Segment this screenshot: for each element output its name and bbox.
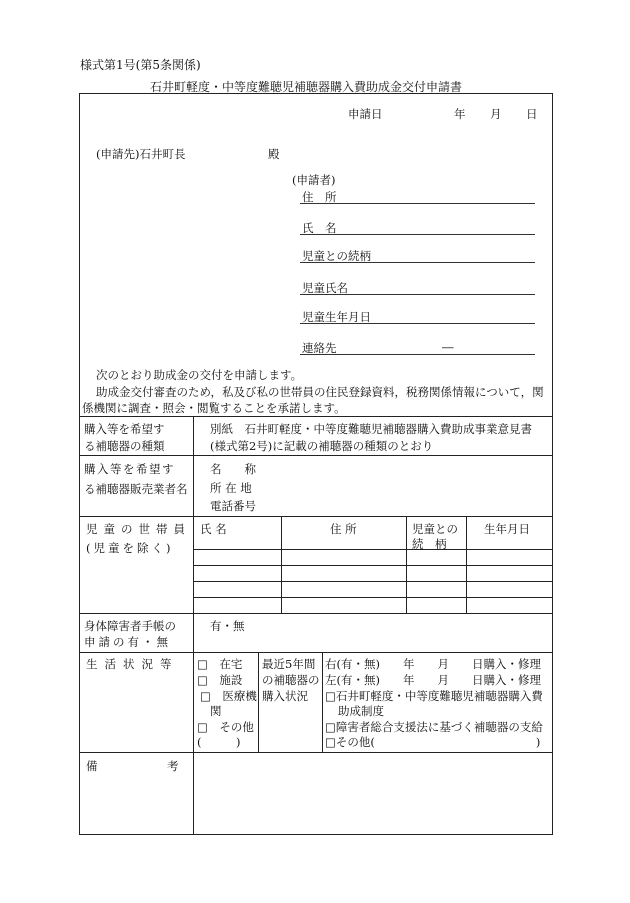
household-col-line bbox=[466, 516, 467, 613]
device-type-label-line2: る補聴器の種類 bbox=[84, 439, 165, 453]
child-birthdate-field[interactable] bbox=[300, 323, 535, 324]
addressee: (申請先)石井町長 bbox=[96, 147, 186, 161]
household-col-address: 住 所 bbox=[330, 522, 357, 536]
household-label: 児童の世帯員 bbox=[86, 522, 191, 536]
applicant-relation-field[interactable] bbox=[300, 262, 535, 263]
device-type-label-line1: 購入等を希望す bbox=[84, 422, 165, 436]
living-option-other-field[interactable]: ( ) bbox=[197, 735, 241, 749]
household-label: (児童を除く) bbox=[86, 541, 174, 555]
row-divider bbox=[79, 455, 553, 456]
applicant-address-label: 住 所 bbox=[302, 190, 337, 204]
table-top-line bbox=[79, 416, 553, 417]
living-option-medical[interactable]: □ 医療機 bbox=[200, 689, 257, 703]
household-row-line bbox=[193, 549, 553, 550]
device-type-label bbox=[84, 438, 188, 454]
household-row-line bbox=[193, 565, 553, 566]
household-col-relation: 続 柄 bbox=[412, 537, 447, 551]
addressee-honorific: 殿 bbox=[268, 147, 280, 161]
statement-line3: 係機関に調査・照会・閲覧することを承諾します。 bbox=[82, 401, 346, 415]
system-other-checkbox[interactable]: □その他( ) bbox=[325, 735, 541, 749]
device-type-value: 別紙 石井町軽度・中等度難聴児補聴器購入費助成事業意見書 bbox=[210, 422, 532, 436]
child-name-label: 児童氏名 bbox=[302, 281, 348, 295]
child-birthdate-label: 児童生年月日 bbox=[302, 310, 371, 324]
date-day[interactable]: 日 bbox=[526, 107, 538, 121]
living-option-home[interactable]: □ 在宅 bbox=[197, 657, 243, 671]
row-divider bbox=[79, 613, 553, 614]
vendor-label: 購入等を希望す bbox=[84, 462, 175, 476]
date-month[interactable]: 月 bbox=[490, 107, 502, 121]
vendor-label: る補聴器販売業者名 bbox=[84, 482, 188, 496]
device-type-label bbox=[84, 421, 188, 437]
applicant-relation-label: 児童との続柄 bbox=[302, 249, 371, 263]
living-label: 生活状況等 bbox=[86, 657, 179, 671]
disability-value[interactable]: 有・無 bbox=[210, 619, 245, 633]
household-col-line bbox=[406, 516, 407, 613]
vendor-name-label: 名 称 bbox=[210, 462, 256, 476]
history-label: の補聴器の bbox=[262, 673, 320, 687]
vendor-address-label: 所 在 地 bbox=[210, 481, 252, 495]
system-ishii-cont: 助成制度 bbox=[338, 704, 384, 718]
applicant-name-label: 氏 名 bbox=[302, 221, 337, 235]
label-column-divider bbox=[193, 416, 194, 835]
contact-dash: ― bbox=[442, 340, 454, 354]
applicant-heading: (申請者) bbox=[292, 173, 336, 187]
contact-label: 連絡先 bbox=[302, 341, 337, 355]
remarks-label: 備 考 bbox=[86, 759, 181, 773]
history-label: 最近5年間 bbox=[262, 657, 316, 671]
system-support-act-checkbox[interactable]: □障害者総合支援法に基づく補聴器の支給 bbox=[325, 720, 543, 734]
living-option-other[interactable]: □ その他 bbox=[197, 720, 254, 734]
vendor-phone-label: 電話番号 bbox=[210, 499, 256, 513]
household-col-line bbox=[281, 516, 282, 613]
device-type-value: (様式第2号)に記載の補聴器の種類のとおり bbox=[210, 439, 434, 453]
disability-label: 身体障害者手帳の bbox=[84, 619, 176, 633]
disability-label: 申請の有・無 bbox=[84, 635, 171, 649]
left-ear-status[interactable]: 左(有・無) 年 月 日購入・修理 bbox=[325, 673, 541, 687]
form-number: 様式第1号(第5条関係) bbox=[80, 58, 201, 72]
household-col-birthdate: 生年月日 bbox=[484, 522, 530, 536]
date-year[interactable]: 年 bbox=[454, 107, 466, 121]
contact-field[interactable] bbox=[300, 354, 535, 355]
household-row-line bbox=[193, 581, 553, 582]
right-ear-status[interactable]: 右(有・無) 年 月 日購入・修理 bbox=[325, 657, 541, 671]
statement-line1: 次のとおり助成金の交付を申請します。 bbox=[96, 368, 303, 382]
row-divider bbox=[79, 752, 553, 753]
row-divider bbox=[79, 516, 553, 517]
date-label: 申請日 bbox=[348, 107, 383, 121]
form-title: 石井町軽度・中等度難聴児補聴器購入費助成金交付申請書 bbox=[150, 80, 463, 94]
statement-line2: 助成金交付審査のため，私及び私の世帯員の住民登録資料，税務関係情報について，関 bbox=[96, 385, 544, 399]
history-label: 購入状況 bbox=[262, 689, 308, 703]
living-option-facility[interactable]: □ 施設 bbox=[197, 673, 243, 687]
applicant-address-field[interactable] bbox=[300, 203, 535, 204]
household-row-line bbox=[193, 597, 553, 598]
row-divider bbox=[79, 652, 553, 653]
household-col-name: 氏 名 bbox=[200, 522, 227, 536]
living-col-line bbox=[322, 652, 323, 752]
household-col-relation: 児童との bbox=[412, 522, 458, 536]
applicant-name-field[interactable] bbox=[300, 234, 535, 235]
living-option-medical-cont: 関 bbox=[210, 704, 222, 718]
child-name-field[interactable] bbox=[300, 294, 535, 295]
system-ishii-checkbox[interactable]: □石井町軽度・中等度難聴児補聴器購入費 bbox=[325, 689, 543, 703]
living-col-line bbox=[258, 652, 259, 752]
